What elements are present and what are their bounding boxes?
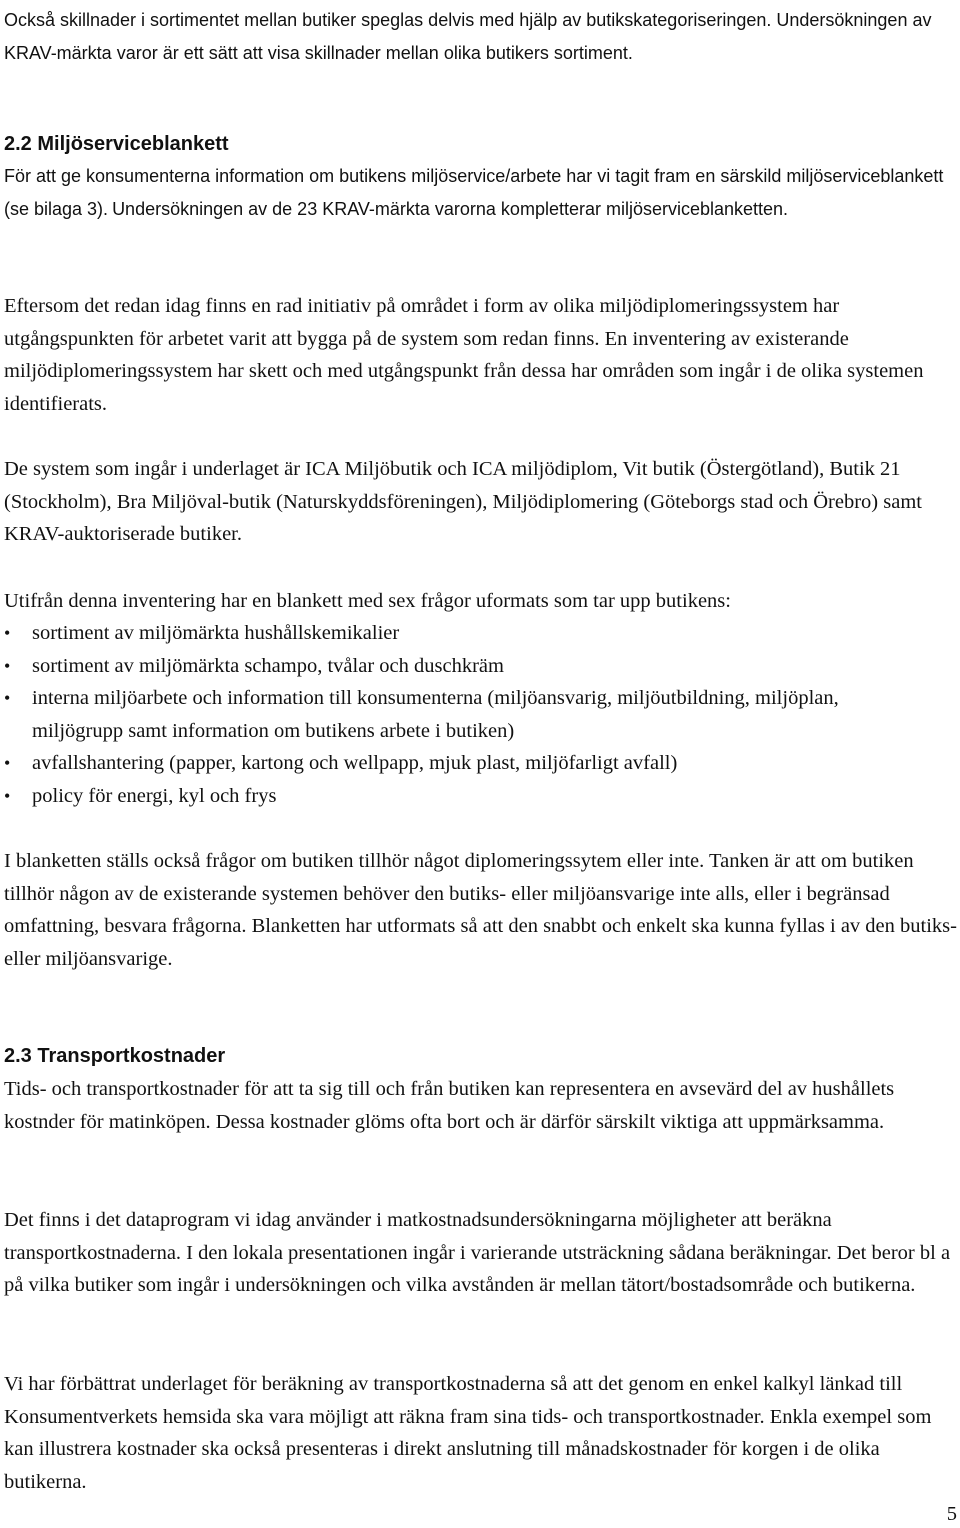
section-heading-2-2: 2.2 Miljöserviceblankett — [4, 133, 229, 155]
bullet-icon: • — [4, 785, 11, 806]
list-item-text: policy för energi, kyl och frys — [32, 784, 277, 807]
paragraph-1-sans-part: Undersökningen av de 23 KRAV-märkta varorna kompletterar miljöserviceblanketten. — [112, 198, 789, 219]
bullet-icon: • — [4, 655, 11, 676]
list-item-text: avfallshantering (papper, kartong och wellpapp, mjuk plast, miljöfarligt avfall) — [32, 752, 678, 774]
section-heading-2-3: 2.3 Transportkostnader — [4, 1045, 226, 1067]
bullet-list — [4, 617, 934, 812]
list-item — [4, 780, 934, 813]
intro-paragraph: Också skillnader i sortimentet mellan butiker speglas delvis med hjälp av butikskategoriseringen. Undersökningen av KRAV-märkta varor är ett sätt att visa skillnader mellan olika butikers sortiment. — [4, 10, 932, 63]
list-item — [4, 617, 934, 650]
section-2-2-paragraph-1 — [4, 160, 960, 225]
bullet-icon: • — [4, 753, 11, 773]
bullet-icon: • — [4, 623, 11, 643]
list-item — [4, 650, 934, 683]
section-2-3-paragraph-3: Vi har förbättrat underlaget för beräkning av transportkostnaderna så att det genom en enkel kalkyl länkad till Konsumentverkets hemsida ska vara möjligt att räkna fram sina tids- och transportkostnader. Enkla exempel som kan illustrera kostnader ska också presenteras i direkt anslutning till månadskostnader för korgen i de olika butikerna. — [4, 1373, 932, 1493]
list-item-text: sortiment av miljömärkta hushållskemikalier — [32, 622, 400, 644]
section-2-2-paragraph-3: De system som ingår i underlaget är ICA Miljöbutik och ICA miljödiplom, Vit butik (Östergötland), Butik 21 (Stockholm), Bra Miljöval-butik (Naturskyddsföreningen), Miljödiplomering (Göteborgs stad och Örebro) samt KRAV-auktoriserade butiker. — [4, 458, 922, 545]
bullet-icon: • — [4, 688, 11, 708]
section-2-3-paragraph-1: Tids- och transportkostnader för att ta sig till och från butiken kan representera en avsevärd del av hushållets kostnder för matinköpen. Dessa kostnader glöms ofta bort och är därför särskilt viktiga att uppmärksamma. — [4, 1078, 895, 1133]
section-2-2-paragraph-2: Eftersom det redan idag finns en rad initiativ på området i form av olika miljödiplomeringssystem har utgångspunkten för arbetet varit att bygga på de system som redan finns. En inventering av existerande miljödiplomeringssystem har skett och med utgångspunkt från dessa har områden som ingår i de olika systemen identifierats. — [4, 295, 924, 415]
section-2-2-paragraph-5: I blanketten ställs också frågor om butiken tillhör något diplomeringssytem eller inte. Tanken är att om butiken tillhör någon av de existerande systemen behöver den butiks- eller miljöansvarige inte alls, eller i begränsad omfattning, besvara frågorna. Blanketten har utformats så att den snabbt och enkelt ska kunna fyllas i av den butiks- eller miljöansvarige. — [4, 850, 957, 970]
page-number: 5 — [946, 1503, 957, 1525]
list-item — [4, 682, 934, 747]
list-item-text: interna miljöarbete och information till konsumenterna (miljöansvarig, miljöutbildning, miljöplan, miljögrupp samt information om butikens arbete i butiken) — [32, 687, 839, 742]
list-item — [4, 747, 934, 780]
list-item-text: sortiment av miljömärkta schampo, tvålar och duschkräm — [32, 654, 504, 677]
section-2-2-paragraph-4: Utifrån denna inventering har en blankett med sex frågor uformats som tar upp butikens: — [4, 590, 731, 612]
paragraph-1-serif-part: För att ge konsumenterna information om butikens miljöservice/arbete har vi tagit fram en särskild miljöserviceblankett (se bilaga 3). — [4, 166, 944, 219]
section-2-3-paragraph-2: Det finns i det dataprogram vi idag använder i matkostnadsundersökningarna möjligheter att beräkna transportkostnaderna. I den lokala presentationen ingår i varierande utsträckning sådana beräkningar. Det beror bl a på vilka butiker som ingår i undersökningen och vilka avstånden är mellan tätort/bostadsområde och butikerna. — [4, 1209, 951, 1296]
